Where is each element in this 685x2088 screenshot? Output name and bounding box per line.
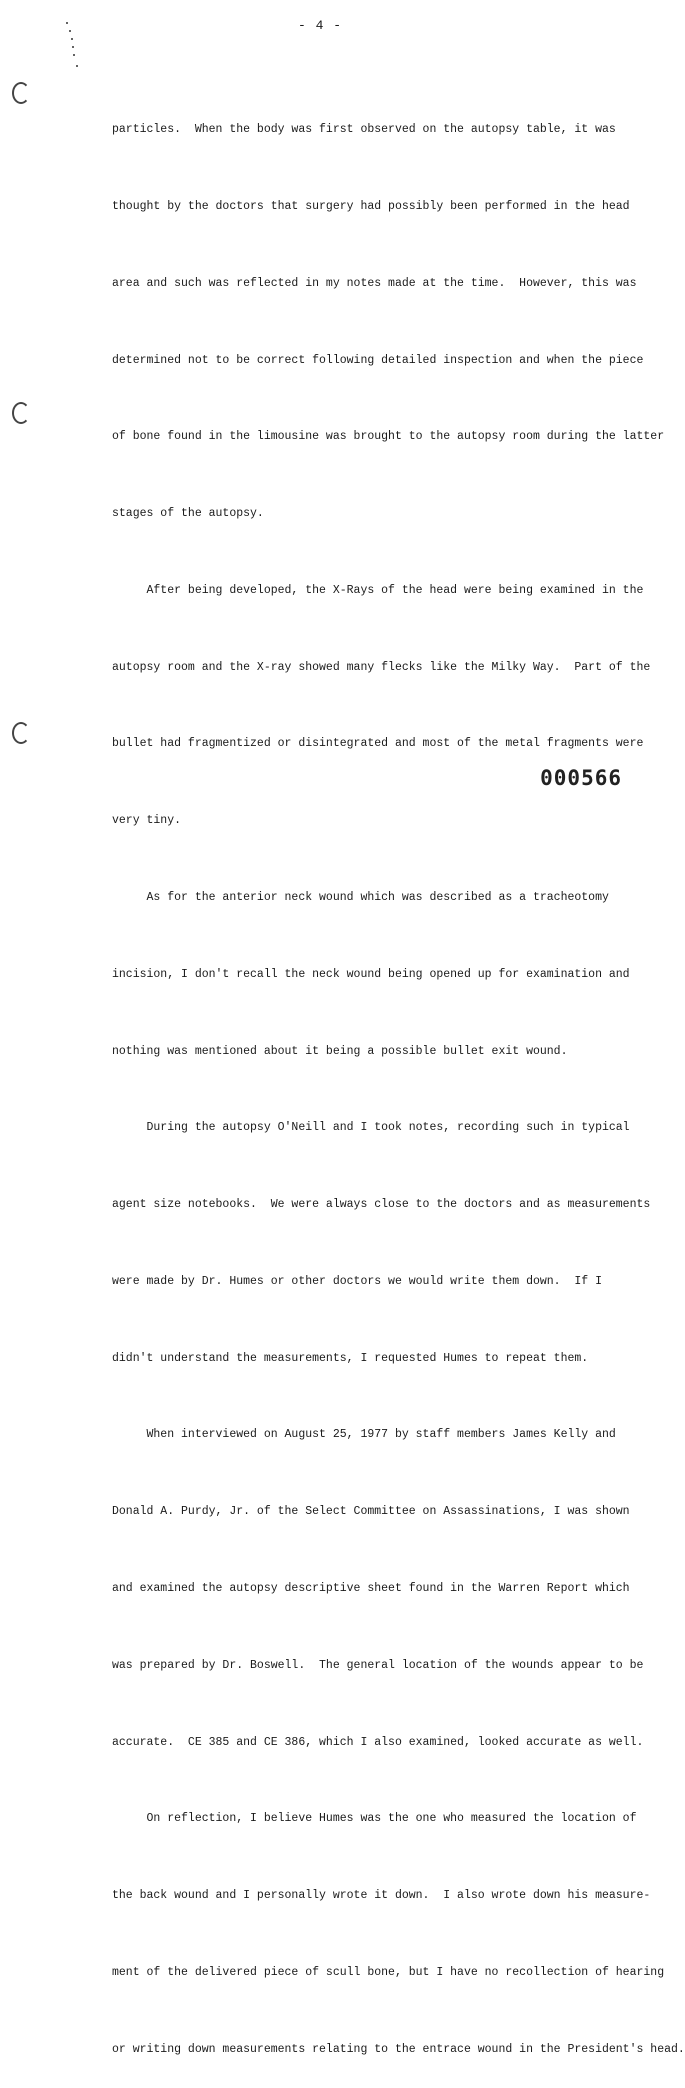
- text-line: accurate. CE 385 and CE 386, which I also examined, looked accurate as well.: [112, 1735, 644, 1749]
- text-line: bullet had fragmentized or disintegrated and most of the metal fragments were: [112, 737, 644, 751]
- text-line: autopsy room and the X-ray showed many flecks like the Milky Way. Part of the: [112, 660, 651, 674]
- text-line: incision, I don't recall the neck wound being opened up for examination and: [112, 967, 630, 981]
- document-body: [112, 66, 685, 2088]
- text-line: area and such was reflected in my notes made at the time. However, this was: [112, 276, 637, 290]
- text-line: the back wound and I personally wrote it down. I also wrote down his measure-: [112, 1889, 651, 1903]
- text-line: were made by Dr. Humes or other doctors we would write them down. If I: [112, 1274, 602, 1288]
- text-line: agent size notebooks. We were always close to the doctors and as measurements: [112, 1198, 651, 1212]
- text-line: When interviewed on August 25, 1977 by staff members James Kelly and: [112, 1428, 616, 1442]
- text-line: particles. When the body was first observed on the autopsy table, it was: [112, 123, 616, 137]
- text-line: On reflection, I believe Humes was the one who measured the location of: [112, 1812, 637, 1826]
- page-number: - 4 -: [297, 18, 342, 33]
- text-line: nothing was mentioned about it being a possible bullet exit wound.: [112, 1044, 568, 1058]
- text-line: and examined the autopsy descriptive sheet found in the Warren Report which: [112, 1582, 630, 1596]
- text-line: was prepared by Dr. Boswell. The general location of the wounds appear to be: [112, 1658, 644, 1672]
- scan-specks: [64, 20, 80, 70]
- text-line: During the autopsy O'Neill and I took notes, recording such in typical: [112, 1121, 630, 1135]
- text-line: After being developed, the X-Rays of the head were being examined in the: [112, 583, 644, 597]
- punch-hole-middle: [12, 402, 30, 424]
- text-line: stages of the autopsy.: [112, 507, 264, 521]
- text-line: As for the anterior neck wound which was described as a tracheotomy: [112, 891, 609, 904]
- text-line: of bone found in the limousine was brought to the autopsy room during the latter: [112, 430, 665, 444]
- text-line: or writing down measurements relating to the entrace wound in the President's head.: [112, 2042, 685, 2056]
- text-line: very tiny.: [112, 814, 182, 828]
- text-line: ment of the delivered piece of scull bone, but I have no recollection of hearing: [112, 1965, 665, 1979]
- text-line: thought by the doctors that surgery had possibly been performed in the head: [112, 199, 630, 213]
- document-number-stamp: 000566: [540, 766, 622, 790]
- text-line: didn't understand the measurements, I requested Humes to repeat them.: [112, 1351, 589, 1365]
- punch-hole-bottom: [12, 722, 30, 744]
- text-line: determined not to be correct following detailed inspection and when the piece: [112, 353, 644, 367]
- punch-hole-top: [12, 82, 30, 104]
- text-line: Donald A. Purdy, Jr. of the Select Committee on Assassinations, I was shown: [112, 1505, 630, 1519]
